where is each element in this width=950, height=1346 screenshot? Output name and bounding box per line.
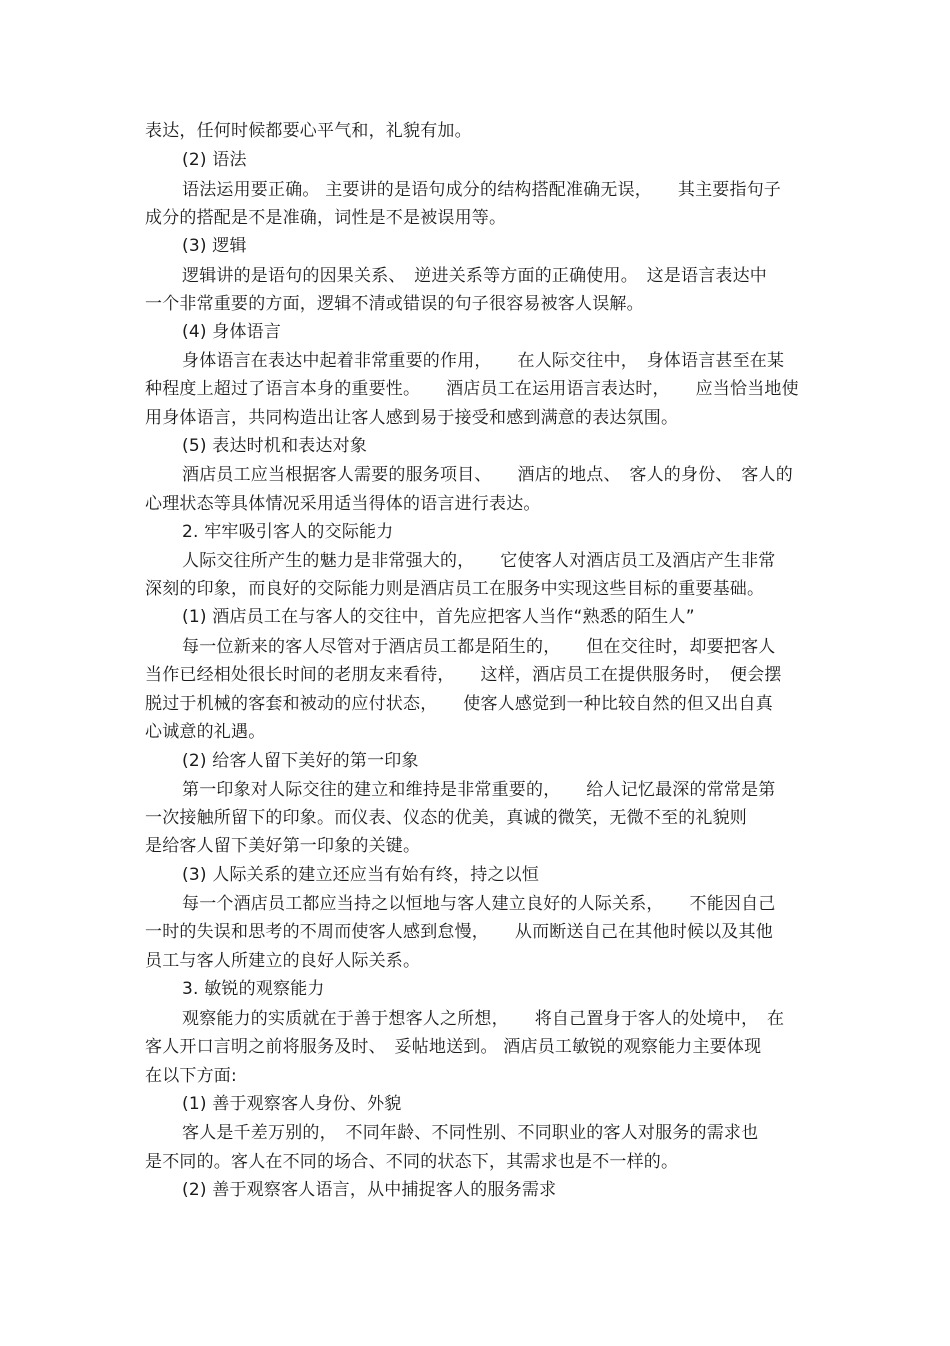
subheading-familiar-stranger: (1) 酒店员工在与客人的交往中，首先应把客人当作“熟悉的陌生人” <box>182 607 695 627</box>
section-heading-2: 2. 牢牢吸引客人的交际能力 <box>182 522 394 542</box>
text-line: 客人开口言明之前将服务及时、 妥帖地送到。 酒店员工敏锐的观察能力主要体现 <box>145 1037 762 1057</box>
subheading-observe-language: (2) 善于观察客人语言，从中捕捉客人的服务需求 <box>182 1180 557 1200</box>
text-line: 一时的失误和思考的不周而使客人感到怠慢， 从而断送自己在其他时候以及其他 <box>145 922 773 942</box>
text-line: 用身体语言，共同构造出让客人感到易于接受和感到满意的表达氛围。 <box>145 408 679 428</box>
text-line: 脱过于机械的客套和被动的应付状态， 使客人感觉到一种比较自然的但又出自真 <box>145 694 773 714</box>
subheading-first-impression: (2) 给客人留下美好的第一印象 <box>182 751 419 771</box>
text-line: 一个非常重要的方面，逻辑不清或错误的句子很容易被客人误解。 <box>145 294 644 314</box>
text-line: 表达，任何时候都要心平气和，礼貌有加。 <box>145 121 472 141</box>
text-line: 语法运用要正确。 主要讲的是语句成分的结构搭配准确无误， 其主要指句子 <box>182 180 782 200</box>
text-line: 一次接触所留下的印象。而仪表、仪态的优美，真诚的微笑，无微不至的礼貌则 <box>145 808 747 828</box>
subheading-consistency: (3) 人际关系的建立还应当有始有终，持之以恒 <box>182 865 540 885</box>
text-line: 第一印象对人际交往的建立和维持是非常重要的， 给人记忆最深的常常是第 <box>182 780 776 800</box>
text-line: 客人是千差万别的， 不同年龄、不同性别、不同职业的客人对服务的需求也 <box>182 1123 759 1143</box>
text-line: 每一位新来的客人尽管对于酒店员工都是陌生的， 但在交往时，却要把客人 <box>182 637 776 657</box>
text-line: 员工与客人所建立的良好人际关系。 <box>145 951 421 971</box>
text-line: 是给客人留下美好第一印象的关键。 <box>145 836 421 856</box>
subheading-observe-appearance: (1) 善于观察客人身份、外貌 <box>182 1094 402 1114</box>
text-line: 每一个酒店员工都应当持之以恒地与客人建立良好的人际关系， 不能因自己 <box>182 894 776 914</box>
subheading-logic: (3) 逻辑 <box>182 236 247 256</box>
text-line: 逻辑讲的是语句的因果关系、 逆进关系等方面的正确使用。 这是语言表达中 <box>182 266 767 286</box>
text-line: 当作已经相处很长时间的老朋友来看待， 这样，酒店员工在提供服务时， 便会摆 <box>145 665 782 685</box>
text-line: 人际交往所产生的魅力是非常强大的， 它使客人对酒店员工及酒店产生非常 <box>182 551 776 571</box>
text-line: 心诚意的礼遇。 <box>145 722 266 742</box>
text-line: 观察能力的实质就在于善于想客人之所想， 将自己置身于客人的处境中， 在 <box>182 1009 785 1029</box>
text-line: 是不同的。客人在不同的场合、不同的状态下，其需求也是不一样的。 <box>145 1152 679 1172</box>
text-line: 在以下方面: <box>145 1066 237 1086</box>
text-line: 成分的搭配是不是准确，词性是不是被误用等。 <box>145 208 507 228</box>
text-line: 心理状态等具体情况采用适当得体的语言进行表达。 <box>145 494 541 514</box>
subheading-grammar: (2) 语法 <box>182 150 247 170</box>
text-line: 深刻的印象，而良好的交际能力则是酒店员工在服务中实现这些目标的重要基础。 <box>145 579 765 599</box>
subheading-body-language: (4) 身体语言 <box>182 322 282 342</box>
text-line: 酒店员工应当根据客人需要的服务项目、 酒店的地点、 客人的身份、 客人的 <box>182 465 793 485</box>
text-line: 身体语言在表达中起着非常重要的作用， 在人际交往中， 身体语言甚至在某 <box>182 351 785 371</box>
section-heading-3: 3. 敏锐的观察能力 <box>182 979 325 999</box>
text-line: 种程度上超过了语言本身的重要性。 酒店员工在运用语言表达时， 应当恰当地使 <box>145 379 799 399</box>
subheading-timing-audience: (5) 表达时机和表达对象 <box>182 436 368 456</box>
